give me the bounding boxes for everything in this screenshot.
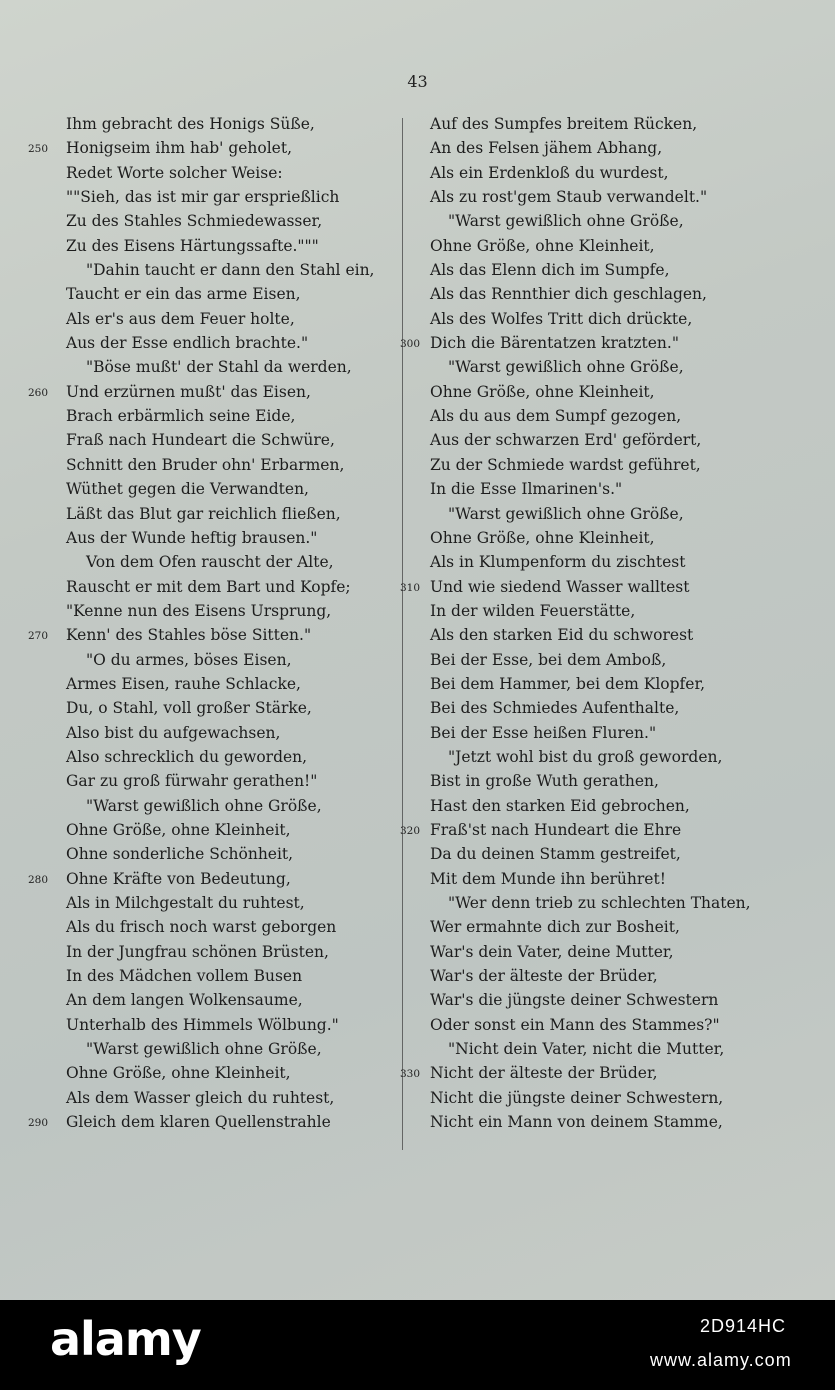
verse-line [28,575,400,599]
verse-text: Und wie siedend Wasser walltest [430,577,690,596]
verse-line [28,988,400,1012]
verse-text: Hast den starken Eid gebrochen, [430,796,690,815]
verse-text: Auf des Sumpfes breitem Rücken, [430,115,698,133]
verse-text: Bei dem Hammer, bei dem Klopfer, [430,674,706,693]
verse-line [28,672,400,696]
left-column [28,112,400,1134]
verse-text: Wüthet gegen die Verwandten, [66,480,309,499]
verse-line [400,477,820,501]
verse-line [400,161,820,185]
verse-line [28,428,400,452]
verse-text: Ohne Größe, ohne Kleinheit, [66,1064,291,1083]
verse-line [400,721,820,745]
verse-text: "Jetzt wohl bist du groß geworden, [448,747,723,766]
verse-line [400,1110,820,1134]
verse-line [400,575,820,599]
verse-text: Als du frisch noch warst geborgen [66,918,337,937]
verse-text: Zu des Stahles Schmiedewasser, [66,212,323,231]
verse-line [400,404,820,428]
verse-text: An dem langen Wolkensaume, [66,991,303,1010]
verse-text: Schnitt den Bruder ohn' Erbarmen, [66,455,345,474]
verse-text: Als den starken Eid du schworest [430,626,694,645]
line-number: 320 [400,824,421,837]
website-url: www.alamy.com [650,1350,792,1370]
verse-text: Ohne Kräfte von Bedeutung, [66,869,291,888]
verse-text: Zu des Eisens Härtungssafte.""" [66,236,319,255]
verse-text: War's die jüngste deiner Schwestern [430,991,719,1010]
verse-text: Aus der schwarzen Erd' gefördert, [430,431,702,450]
verse-line [28,964,400,988]
verse-line [28,867,400,891]
verse-line [400,623,820,647]
verse-line [28,623,400,647]
verse-text: Als ein Erdenkloß du wurdest, [430,163,669,182]
verse-text: Fraß'st nach Hundeart die Ehre [430,820,682,839]
verse-line [28,185,400,209]
verse-line [28,891,400,915]
verse-line [400,112,820,136]
verse-text: Als in Klumpenform du zischtest [430,553,686,572]
verse-line [400,794,820,818]
verse-line [28,380,400,404]
verse-text: Ohne Größe, ohne Kleinheit, [66,820,291,839]
verse-line [28,818,400,842]
verse-line [28,794,400,818]
verse-text: "Kenne nun des Eisens Ursprung, [66,601,332,620]
verse-line [28,1037,400,1061]
verse-text: Als dem Wasser gleich du ruhtest, [66,1088,335,1107]
verse-line [400,696,820,720]
verse-text: "Dahin taucht er dann den Stahl ein, [86,261,375,280]
verse-text: Dich die Bärentatzen kratzten." [430,334,679,353]
line-number: 250 [28,143,49,156]
verse-line [28,404,400,428]
verse-text: In der Jungfrau schönen Brüsten, [66,942,329,961]
verse-line [400,526,820,550]
alamy-logo: alamy [50,1312,201,1366]
line-number: 280 [28,873,49,886]
verse-line [28,940,400,964]
line-number: 300 [400,338,421,351]
verse-text: Bei des Schmiedes Aufenthalte, [430,699,680,718]
verse-text: Als das Rennthier dich geschlagen, [430,285,707,304]
verse-line [28,526,400,550]
verse-text: Als des Wolfes Tritt dich drückte, [430,309,693,328]
verse-text: In der wilden Feuerstätte, [430,601,636,620]
verse-line [400,745,820,769]
line-number: 270 [28,630,49,643]
verse-line [28,209,400,233]
verse-text: An des Felsen jähem Abhang, [430,139,663,158]
verse-line [400,672,820,696]
verse-text: Kenn' des Stahles böse Sitten." [66,626,312,645]
verse-line [28,453,400,477]
verse-text: Zu der Schmiede wardst geführet, [430,455,701,474]
verse-text: Als zu rost'gem Staub verwandelt." [430,188,708,207]
verse-line [28,745,400,769]
verse-text: Taucht er ein das arme Eisen, [66,285,301,304]
verse-line [400,428,820,452]
verse-line [400,940,820,964]
line-number: 330 [400,1068,421,1081]
verse-line [400,891,820,915]
verse-line [28,161,400,185]
verse-line [400,915,820,939]
verse-line [28,258,400,282]
verse-line [400,307,820,331]
verse-text: Unterhalb des Himmels Wölbung." [66,1015,339,1034]
verse-text: Ihm gebracht des Honigs Süße, [66,115,315,133]
verse-text: Bist in große Wuth gerathen, [430,772,659,791]
verse-text: In des Mädchen vollem Busen [66,967,303,986]
verse-text: Also schrecklich du geworden, [66,747,308,766]
line-number: 290 [28,1117,49,1130]
image-id: 2D914HC [700,1316,787,1336]
right-column [400,112,820,1134]
verse-text: Als in Milchgestalt du ruhtest, [66,894,305,912]
verse-text: In die Esse Ilmarinen's." [430,480,623,499]
verse-text: Mit dem Munde ihn berühret! [430,869,666,888]
verse-text: "Nicht dein Vater, nicht die Mutter, [448,1040,725,1059]
verse-line [400,599,820,623]
verse-text: Brach erbärmlich seine Eide, [66,407,296,426]
verse-text: Gar zu groß fürwahr gerathen!" [66,772,318,791]
verse-line [400,331,820,355]
verse-line [28,648,400,672]
verse-text: Nicht der älteste der Brüder, [430,1064,658,1083]
verse-line [28,234,400,258]
verse-line [28,1086,400,1110]
verse-line [28,721,400,745]
verse-line [28,550,400,574]
verse-text: "Warst gewißlich ohne Größe, [86,796,322,815]
verse-line [400,380,820,404]
verse-line [400,282,820,306]
verse-text: War's der älteste der Brüder, [430,967,658,986]
verse-line [400,185,820,209]
verse-text: Armes Eisen, rauhe Schlacke, [66,674,301,693]
verse-line [28,136,400,160]
verse-text: Als du aus dem Sumpf gezogen, [430,407,682,426]
verse-line [28,696,400,720]
verse-line [28,1110,400,1134]
verse-text: Bei der Esse, bei dem Amboß, [430,650,667,669]
verse-text: "Warst gewißlich ohne Größe, [448,358,684,377]
verse-line [28,355,400,379]
verse-line [28,307,400,331]
verse-text: Läßt das Blut gar reichlich fließen, [66,504,341,523]
verse-text: Also bist du aufgewachsen, [66,723,281,742]
verse-line [400,842,820,866]
verse-text: "Warst gewißlich ohne Größe, [86,1040,322,1059]
verse-line [400,502,820,526]
verse-text: Redet Worte solcher Weise: [66,163,283,182]
verse-line [400,355,820,379]
verse-text: Ohne sonderliche Schönheit, [66,845,294,864]
verse-text: "Wer denn trieb zu schlechten Thaten, [448,894,751,912]
verse-line [400,1037,820,1061]
verse-text: Ohne Größe, ohne Kleinheit, [430,382,655,401]
verse-line [28,769,400,793]
verse-text: "O du armes, böses Eisen, [86,650,292,669]
verse-line [400,550,820,574]
verse-text: Und erzürnen mußt' das Eisen, [66,382,311,401]
verse-line [400,136,820,160]
verse-text: "Böse mußt' der Stahl da werden, [86,358,352,377]
verse-line [400,1086,820,1110]
verse-line [400,1013,820,1037]
verse-text: Ohne Größe, ohne Kleinheit, [430,528,655,547]
verse-text: "Warst gewißlich ohne Größe, [448,504,684,523]
verse-text: Bei der Esse heißen Fluren." [430,723,657,742]
page-number: 43 [407,72,428,91]
verse-text: Gleich dem klaren Quellenstrahle [66,1113,331,1132]
verse-text: Fraß nach Hundeart die Schwüre, [66,431,335,450]
verse-text: Da du deinen Stamm gestreifet, [430,845,681,864]
line-number: 260 [28,386,49,399]
verse-line [28,112,400,136]
verse-line [400,453,820,477]
line-number: 310 [400,581,421,594]
verse-text: Nicht die jüngste deiner Schwestern, [430,1088,724,1107]
verse-text: Oder sonst ein Mann des Stammes?" [430,1015,720,1034]
verse-line [28,842,400,866]
verse-line [400,209,820,233]
verse-line [28,502,400,526]
verse-text: Von dem Ofen rauscht der Alte, [86,553,334,572]
verse-text: War's dein Vater, deine Mutter, [430,942,674,961]
verse-line [28,331,400,355]
verse-line [400,867,820,891]
verse-text: "Warst gewißlich ohne Größe, [448,212,684,231]
verse-text: Rauscht er mit dem Bart und Kopfe; [66,577,351,596]
verse-line [28,915,400,939]
verse-line [400,818,820,842]
verse-text: Nicht ein Mann von deinem Stamme, [430,1113,723,1132]
verse-line [400,964,820,988]
verse-text: Honigseim ihm hab' geholet, [66,139,293,158]
verse-line [400,769,820,793]
verse-text: Aus der Esse endlich brachte." [66,334,309,353]
verse-text: Als er's aus dem Feuer holte, [66,309,295,328]
verse-text: Als das Elenn dich im Sumpfe, [430,261,670,280]
verse-line [400,988,820,1012]
verse-text: Du, o Stahl, voll großer Stärke, [66,699,312,718]
verse-text: Wer ermahnte dich zur Bosheit, [430,918,680,937]
verse-line [400,234,820,258]
verse-line [28,1013,400,1037]
verse-line [28,477,400,501]
verse-line [28,1061,400,1085]
verse-line [400,258,820,282]
verse-text: ""Sieh, das ist mir gar ersprießlich [66,188,340,207]
verse-line [28,282,400,306]
verse-line [28,599,400,623]
verse-text: Aus der Wunde heftig brausen." [66,528,318,547]
verse-line [400,648,820,672]
verse-line [400,1061,820,1085]
verse-text: Ohne Größe, ohne Kleinheit, [430,236,655,255]
